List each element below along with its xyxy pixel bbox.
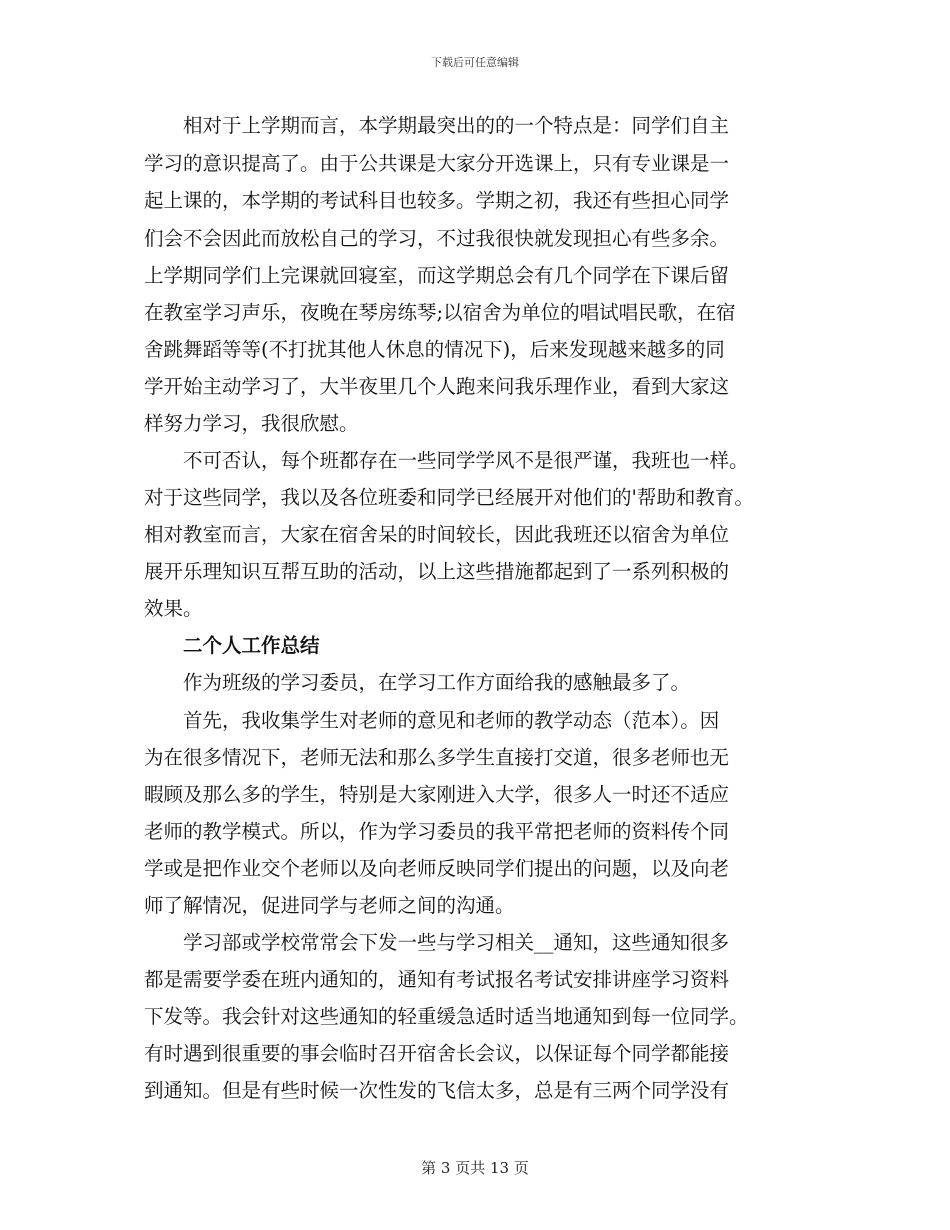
text-line: 老师的教学模式。所以，作为学习委员的我平常把老师的资料传个同 xyxy=(144,820,730,843)
text-line: 在教室学习声乐，夜晚在琴房练琴;以宿舍为单位的唱试唱民歌，在宿 xyxy=(144,301,736,324)
text-line: 效果。 xyxy=(144,597,203,620)
text-line: 学或是把作业交个老师以及向老师反映同学们提出的问题，以及向老 xyxy=(144,857,730,880)
page-header: 下载后可任意编辑 xyxy=(431,56,519,69)
text-line: 起上课的，本学期的考试科目也较多。学期之初，我还有些担心同学 xyxy=(144,189,730,212)
text-line: 学习的意识提高了。由于公共课是大家分开选课上，只有专业课是一 xyxy=(144,152,730,175)
text-line: 暇顾及那么多的学生，特别是大家刚进入大学，很多人一时还不适应 xyxy=(144,783,730,806)
text-line: 上学期同学们上完课就回寝室，而这学期总会有几个同学在下课后留 xyxy=(144,264,730,287)
text-line: 不可否认，每个班都存在一些同学学风不是很严谨，我班也一样。 xyxy=(144,449,749,472)
text-line: 对于这些同学，我以及各位班委和同学已经展开对他们的'帮助和教育。 xyxy=(144,486,754,509)
text-line: 有时遇到很重要的事会临时召开宿舍长会议，以保证每个同学都能接 xyxy=(144,1042,730,1065)
text-line: 学开始主动学习了，大半夜里几个人跑来问我乐理作业，看到大家这 xyxy=(144,375,730,398)
section-heading: 二个人工作总结 xyxy=(144,634,320,657)
text-line: 为在很多情况下，老师无法和那么多学生直接打交道，很多老师也无 xyxy=(144,746,730,769)
text-line: 首先，我收集学生对老师的意见和老师的教学动态（范本）。因 xyxy=(144,709,720,732)
text-line: 舍跳舞蹈等等(不打扰其他人休息的情况下)，后来发现越来越多的同 xyxy=(144,338,725,361)
text-line: 师了解情况，促进同学与老师之间的沟通。 xyxy=(144,894,515,917)
page-footer: 第 3 页共 13 页 xyxy=(421,1159,529,1177)
text-line: 展开乐理知识互帮互助的活动，以上这些措施都起到了一系列积极的 xyxy=(144,560,730,583)
text-line: 们会不会因此而放松自己的学习，不过我很快就发现担心有些多余。 xyxy=(144,227,730,250)
text-line: 学习部或学校常常会下发一些与学习相关__通知，这些通知很多 xyxy=(144,931,730,954)
text-line: 到通知。但是有些时候一次性发的飞信太多，总是有三两个同学没有 xyxy=(144,1079,730,1102)
text-line: 相对于上学期而言，本学期最突出的的一个特点是：同学们自主 xyxy=(144,114,730,137)
text-line: 相对教室而言，大家在宿舍呆的时间较长，因此我班还以宿舍为单位 xyxy=(144,523,730,546)
text-line: 都是需要学委在班内通知的，通知有考试报名考试安排讲座学习资料 xyxy=(144,968,730,991)
text-line: 作为班级的学习委员，在学习工作方面给我的感触最多了。 xyxy=(144,671,691,694)
text-line: 下发等。我会针对这些通知的轻重缓急适时适当地通知到每一位同学。 xyxy=(144,1005,749,1028)
text-line: 样努力学习，我很欣慰。 xyxy=(144,412,359,435)
